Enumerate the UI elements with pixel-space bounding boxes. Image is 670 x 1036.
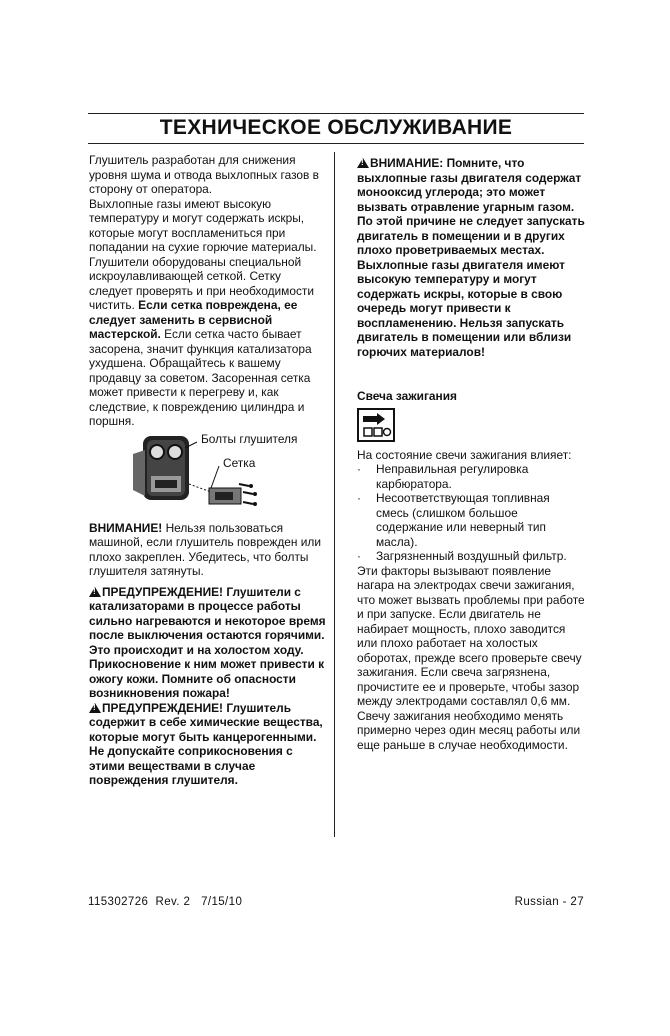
label-spark-screen: Сетка [223,455,256,470]
warning-catalyst [89,585,327,701]
page-title: ТЕХНИЧЕСКОЕ ОБСЛУЖИВАНИЕ [159,116,513,139]
warning-exhaust-sparks: Выхлопные газы двигателя имеют высокую температуру и могут содержать искры, которые в свою очередь могут привести к воспламенению. Нельзя запускать двигатель в помещении или вблизи горючих материалов! [357,257,572,359]
spark-plug-section [357,389,585,752]
muffler-intro: Глушитель разработан для снижения уровня шума и отвода выхлопных газов в сторону от оператора. [89,153,319,196]
footer-page-number: Russian - 27 [514,896,584,908]
column-divider [334,152,335,837]
label-muffler-bolts: Болты глушителя [201,431,298,446]
screen-damage-warning: Если сетка повреждена, ее следует заменить в сервисной мастерской. [89,298,298,341]
warning-triangle-icon [357,158,369,168]
list-item: · Неправильная регулировка карбюратора. [357,462,529,491]
warning-triangle-icon [89,703,101,713]
warning-chemicals [89,701,327,788]
spark-screen-text-c: Если сетка часто бывает засорена, значит функция катализатора ухудшена. Обращайтесь к вашему продавцу за советом. Засоренная сетка может привести к перегреву и, как следствие, к повреждению цилиндра и поршня. [89,327,312,428]
attention-label: ВНИМАНИЕ! [89,520,163,535]
section-title-spark-plug: Свеча зажигания [357,389,457,403]
muffler-figure [89,432,327,518]
warning-co-text: Помните, что выхлопные газы двигателя содержат монооксид углерода; это может вызвать отравление угарным газом. По этой причине не следует запускать двигатель в помещении и в других плохо проветриваемых местах. [357,156,585,257]
attention-note [89,521,327,579]
warning-catalyst-label: ПРЕДУПРЕЖДЕНИЕ! [102,584,224,599]
warning-carbon-monoxide [357,156,585,258]
warning-co-label: ВНИМАНИЕ: [370,156,444,170]
warning-chemicals-text: Глушитель содержит в себе химические вещества, которые могут быть канцерогенными. Не допускайте соприкосновения с этими веществами в случае повреждения глушителя. [89,700,323,787]
list-item: · Несоответствующая топливная смесь (слишком большое содержание или неверный тип масла). [357,491,550,549]
right-column [357,156,585,359]
attention-text: Нельзя пользоваться машиной, если глушитель поврежден или плохо закреплен. Убедитесь, что болты глушителя затянуты. [89,520,322,578]
spark-screen-text [89,255,327,429]
exhaust-heat-text: Выхлопные газы имеют высокую температуру и могут содержать искры, которые могут воспламениться при попадании на сухие горючие материалы. [89,196,317,254]
list-item: · Загрязненный воздушный фильтр. [357,549,567,563]
warning-chemicals-label: ПРЕДУПРЕЖДЕНИЕ! [102,700,224,715]
footer-doc-id: 115302726 Rev. 2 7/15/10 [88,896,243,908]
spark-plug-intro: На состояние свечи зажигания влияет: [357,447,572,462]
top-rule [88,113,584,114]
warning-catalyst-text: Глушители с катализаторами в процессе работы сильно нагреваются и некоторое время после выключения остаются горячими. Это происходит и на холостом ходу. Прикосновение к ним может привести к ожогу кожи. Помните об опасности возникновения пожара! [89,584,326,700]
left-column [89,153,327,788]
spark-plug-symbol-icon [357,408,395,442]
title-rule [88,143,584,144]
warning-triangle-icon [89,587,101,597]
spark-screen-text-a: Глушители оборудованы специальной искроулавливающей сеткой. Сетку следует проверять и при необходимости чистить. [89,254,314,312]
spark-plug-details: Эти факторы вызывают появление нагара на электродах свечи зажигания, что может вызвать проблемы при работе и при запуске. Если двигатель не набирает мощность, плохо заводится или плохо работает на холостых оборотах, прежде всего проверьте свечу зажигания. Если свеча загрязнена, прочистите ее и проверьте, чтобы зазор между электродами составлял 0,6 мм. Свечу зажигания необходимо менять примерно через один месяц работы или еще раньше в случае необходимости. [357,563,585,752]
